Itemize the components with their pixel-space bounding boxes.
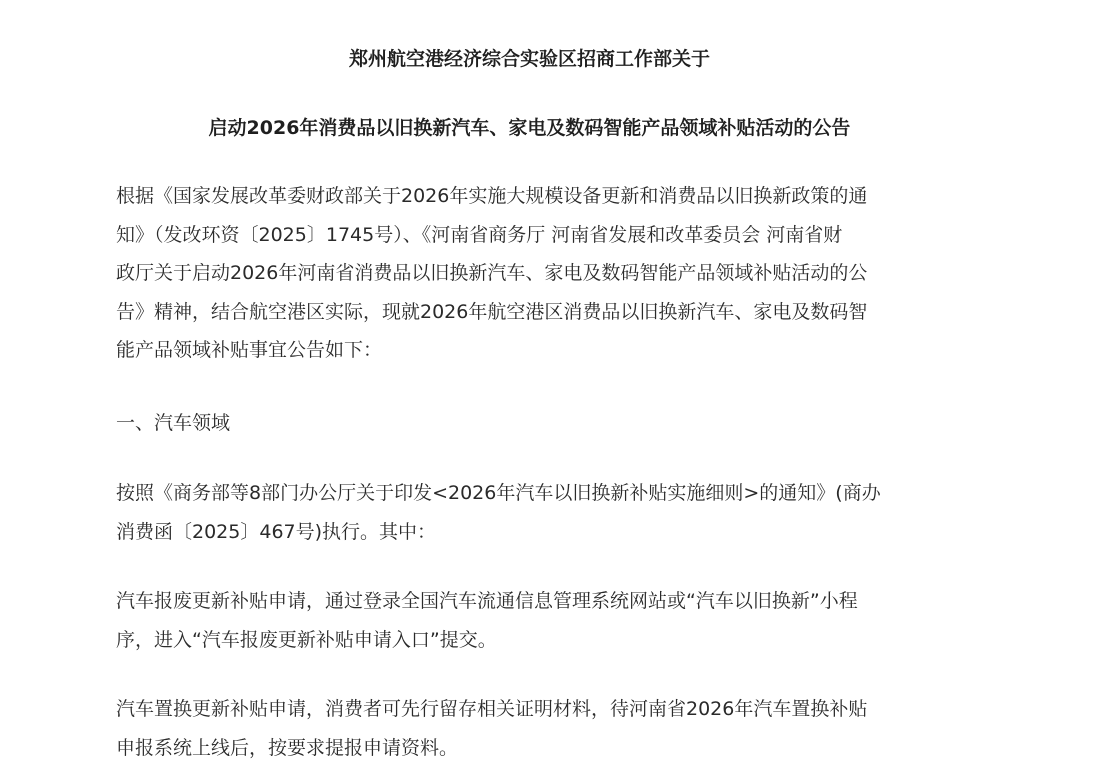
automobile-rule-paragraph [116, 474, 946, 551]
replacement-line-2: 申报系统上线后，按要求提报申请资料。 [116, 736, 459, 759]
intro-line-5: 能产品领域补贴事宜公告如下： [116, 339, 383, 361]
intro-line-1: 根据《国家发展改革委财政部关于2026年实施大规模设备更新和消费品以旧换新政策的通 [116, 185, 868, 207]
replacement-subsidy-paragraph [116, 690, 946, 767]
intro-line-4: 告》精神，结合航空港区实际，现就2026年航空港区消费品以旧换新汽车、家电及数码智 [116, 300, 868, 323]
scrappage-line-1: 汽车报废更新补贴申请，通过登录全国汽车流通信息管理系统网站或“汽车以旧换新”小程 [116, 590, 858, 612]
scrappage-line-2: 序，进入“汽车报废更新补贴申请入口”提交。 [116, 628, 497, 651]
automobile-rule-line-1: 按照《商务部等8部门办公厅关于印发<2026年汽车以旧换新补贴实施细则>的通知》(商办 [116, 482, 881, 504]
announcement-title-line-1: 郑州航空港经济综合实验区招商工作部关于 [348, 48, 710, 70]
scrappage-subsidy-paragraph [116, 582, 946, 659]
intro-line-2: 知》（发改环资〔2025〕1745号）、《河南省商务厅 河南省发展和改革委员会 河南省财 [116, 223, 843, 246]
section-heading-automobile: 一、汽车领域 [116, 412, 231, 434]
intro-paragraph [116, 177, 946, 370]
announcement-title-line-2: 启动2026年消费品以旧换新汽车、家电及数码智能产品领域补贴活动的公告 [208, 117, 851, 139]
replacement-line-1: 汽车置换更新补贴申请，消费者可先行留存相关证明材料，待河南省2026年汽车置换补贴 [116, 698, 868, 720]
intro-line-3: 政厅关于启动2026年河南省消费品以旧换新汽车、家电及数码智能产品领域补贴活动的公 [116, 262, 868, 284]
automobile-rule-line-2: 消费函〔2025〕467号)执行。其中： [116, 520, 437, 543]
